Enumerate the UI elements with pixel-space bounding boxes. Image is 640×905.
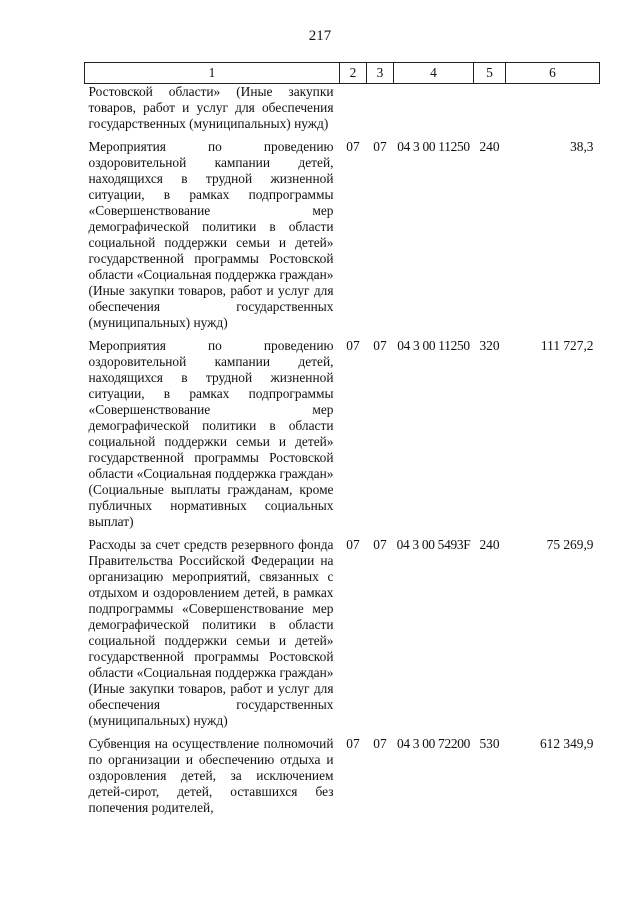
table-header-row xyxy=(85,63,600,84)
row-section-code: 07 xyxy=(346,139,360,154)
table-row xyxy=(85,84,600,140)
table-row xyxy=(85,338,600,537)
row-section-code: 07 xyxy=(346,736,360,751)
row-target-article-code: 04 3 00 72200 xyxy=(396,736,471,751)
column-header-6: 6 xyxy=(506,63,600,84)
row-description: Ростовской области» (Иные закупки товаров, работ и услуг для обеспечения государственных (муниципальных) нужд) xyxy=(88,84,334,131)
row-subsection-code: 07 xyxy=(373,139,387,154)
column-header-2: 2 xyxy=(340,63,367,84)
row-subsection-code: 07 xyxy=(373,736,387,751)
column-header-3: 3 xyxy=(367,63,394,84)
row-expense-type-code: 240 xyxy=(479,139,500,154)
row-target-article-code: 04 3 00 5493F xyxy=(396,537,471,552)
row-subsection-code: 07 xyxy=(373,537,387,552)
row-amount: 38,3 xyxy=(570,139,594,154)
row-amount: 75 269,9 xyxy=(546,537,594,552)
row-target-article-code: 04 3 00 11250 xyxy=(397,338,470,353)
budget-table xyxy=(84,62,600,816)
row-amount xyxy=(506,84,600,140)
row-expense-type-code xyxy=(474,84,506,140)
row-expense-type-code: 530 xyxy=(479,736,500,751)
row-description: Мероприятия по проведению оздоровительной кампании детей, находящихся в трудной жизненной ситуации, в рамках подпрограммы «Совершенствование мер демографической политики в области социальной поддержки семьи и детей» государственной программы Ростовской области «Социальная поддержка граждан» (Социальные выплаты гражданам, кроме публичных нормативных социальных выплат) xyxy=(88,338,334,529)
row-amount: 111 727,2 xyxy=(540,338,594,353)
column-header-1: 1 xyxy=(85,63,340,84)
row-subsection-code: 07 xyxy=(373,338,387,353)
row-target-article-code: 04 3 00 11250 xyxy=(397,139,470,154)
row-description: Мероприятия по проведению оздоровительной кампании детей, находящихся в трудной жизненной ситуации, в рамках подпрограммы «Совершенствование мер демографической политики в области социальной поддержки семьи и детей» государственной программы Ростовской области «Социальная поддержка граждан» (Иные закупки товаров, работ и услуг для обеспечения государственных (муниципальных) нужд) xyxy=(88,139,334,330)
page-number: 217 xyxy=(308,28,332,44)
row-description: Субвенция на осуществление полномочий по организации и обеспечению отдыха и оздоровления детей, за исключением детей-сирот, детей, оставшихся без попечения родителей, xyxy=(88,736,334,815)
table-row xyxy=(85,736,600,816)
row-subsection-code xyxy=(367,84,394,140)
table-row xyxy=(85,139,600,338)
row-description: Расходы за счет средств резервного фонда Правительства Российской Федерации на организацию мероприятий, связанных с отдыхом и оздоровлением детей, в рамках подпрограммы «Совершенствование мер демографической политики в области социальной поддержки семьи и детей» государственной программы Ростовской области «Социальная поддержка граждан» (Иные закупки товаров, работ и услуг для обеспечения государственных (муниципальных) нужд) xyxy=(88,537,334,728)
row-expense-type-code: 240 xyxy=(479,537,500,552)
row-expense-type-code: 320 xyxy=(479,338,500,353)
row-target-article-code xyxy=(394,84,474,140)
row-amount: 612 349,9 xyxy=(539,736,594,751)
column-header-5: 5 xyxy=(474,63,506,84)
row-section-code: 07 xyxy=(346,537,360,552)
row-section-code: 07 xyxy=(346,338,360,353)
row-section-code xyxy=(340,84,367,140)
column-header-4: 4 xyxy=(394,63,474,84)
table-row xyxy=(85,537,600,736)
